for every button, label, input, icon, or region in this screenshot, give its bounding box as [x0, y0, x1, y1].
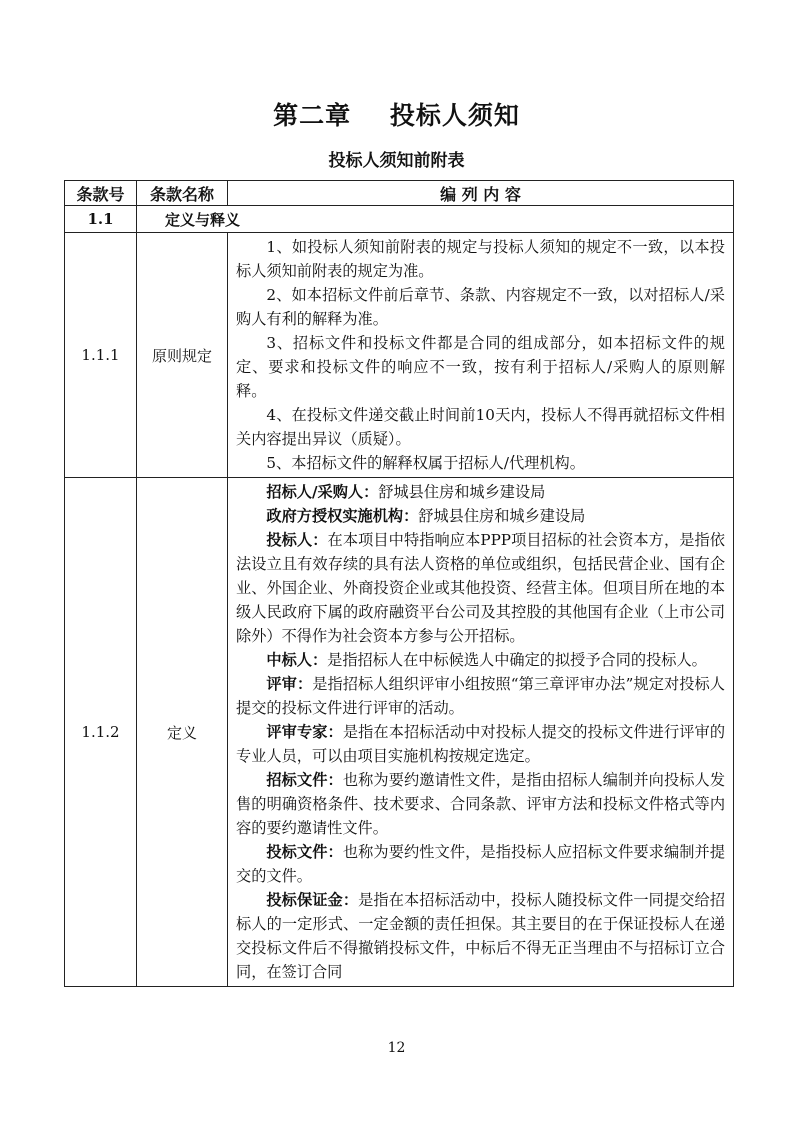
definition-term: 评审专家：	[266, 723, 343, 741]
definition-term: 投标文件：	[266, 843, 343, 861]
bidder-instructions-table	[64, 180, 734, 987]
definition-paragraph	[236, 480, 725, 504]
content-paragraph: 4、在投标文件递交截止时间前10天内，投标人不得再就招标文件相关内容提出异议（质疑）。	[236, 406, 725, 448]
definition-paragraph	[236, 720, 725, 768]
definition-text: 也称为要约邀请性文件，是指由招标人编制并向投标人发售的明确资格条件、技术要求、合同条款、评审方法和投标文件格式等内容的要约邀请性文件。	[236, 771, 726, 837]
section-number: 1.1	[65, 206, 137, 233]
definition-paragraph	[236, 528, 725, 648]
page-number: 12	[387, 1040, 406, 1056]
definition-text: 舒城县住房和城乡建设局	[378, 483, 546, 501]
definition-paragraph	[236, 648, 725, 672]
definition-paragraph	[236, 504, 725, 528]
definition-term: 招标文件：	[266, 771, 343, 789]
definition-text: 是指在本招标活动中对投标人提交的投标文件进行评审的专业人员，可以由项目实施机构按规定选定。	[236, 723, 726, 765]
clause-content	[228, 233, 734, 478]
header-content: 编 列 内 容	[228, 181, 734, 206]
definition-paragraph	[236, 768, 725, 840]
table-header-row	[65, 181, 734, 206]
definition-text: 在本项目中特指响应本PPP项目招标的社会资本方，是指依法设立且有效存续的具有法人资格的单位或组织，包括民营企业、国有企业、外国企业、外商投资企业或其他投资、经营主体。但项目所在地的本级人民政府下属的政府融资平台公司及其控股的其他国有企业（上市公司除外）不得作为社会资本方参与公开招标。	[236, 531, 725, 645]
section-row	[65, 206, 734, 233]
definition-term: 投标保证金：	[266, 891, 359, 909]
definition-term: 招标人/采购人：	[266, 483, 379, 501]
definition-paragraph	[236, 888, 725, 984]
header-clause-name: 条款名称	[137, 181, 228, 206]
content-paragraph: 1、如投标人须知前附表的规定与投标人须知的规定不一致，以本投标人须知前附表的规定为准。	[236, 238, 725, 280]
definition-text: 也称为要约性文件，是指投标人应招标文件要求编制并提交的文件。	[236, 843, 726, 885]
definition-term: 评审：	[266, 675, 313, 693]
definition-paragraph	[236, 840, 725, 888]
clause-name: 原则规定	[137, 233, 228, 478]
header-clause-number: 条款号	[65, 181, 137, 206]
section-name: 定义与释义	[137, 206, 734, 233]
table-row	[65, 478, 734, 987]
definition-term: 政府方授权实施机构：	[266, 507, 419, 525]
definition-text: 是指在本招标活动中，投标人随投标文件一同提交给招标人的一定形式、一定金额的责任担保。其主要目的在于保证投标人在递交投标文件后不得撤销投标文件，中标后不得无正当理由不与招标订立合同，在签订合同	[236, 891, 726, 981]
content-paragraph: 5、本招标文件的解释权属于招标人/代理机构。	[266, 454, 585, 472]
definition-text: 是指招标人组织评审小组按照“第三章评审办法”规定对投标人提交的投标文件进行评审的活动。	[236, 675, 725, 717]
table-row	[65, 233, 734, 478]
content-paragraph: 3、招标文件和投标文件都是合同的组成部分，如本招标文件的规定、要求和投标文件的响应不一致，按有利于招标人/采购人的原则解释。	[236, 334, 725, 400]
clause-content	[228, 478, 734, 987]
definition-text: 是指招标人在中标候选人中确定的拟授予合同的投标人。	[327, 651, 707, 669]
definition-term: 中标人：	[266, 651, 328, 669]
chapter-title: 第二章 投标人须知	[273, 101, 520, 130]
clause-number: 1.1.1	[65, 233, 137, 478]
table-title: 投标人须知前附表	[328, 151, 465, 171]
content-paragraph: 2、如本招标文件前后章节、条款、内容规定不一致，以对招标人/采购人有利的解释为准。	[236, 286, 725, 328]
definition-term: 投标人：	[266, 531, 328, 549]
definition-paragraph	[236, 672, 725, 720]
definition-text: 舒城县住房和城乡建设局	[418, 507, 586, 525]
clause-name: 定义	[137, 478, 228, 987]
clause-number: 1.1.2	[65, 478, 137, 987]
